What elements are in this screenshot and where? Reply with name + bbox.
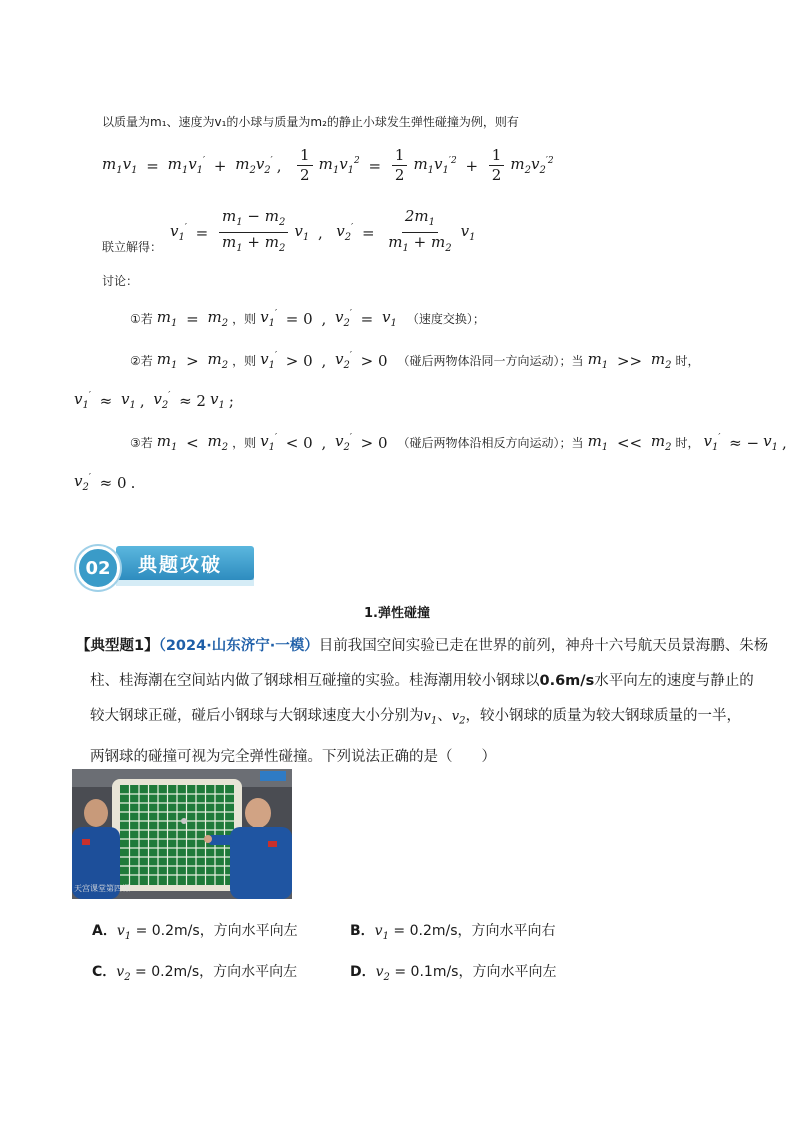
option-d[interactable]: D．$v_2 = 0.1m/s$，方向水平向左 [350, 964, 557, 983]
space-station-scene [72, 769, 292, 899]
intro-line: 以质量为m₁、速度为v₁的小球与质量为m₂的静止小球发生弹性碰撞为例，则有 [102, 115, 519, 129]
problem-paragraph: 【典型题1】（2024·山东济宁·一模）目前我国空间实验已走在世界的前列，神舟十六号航天员景海鹏、朱杨 柱、桂海潮在空间站内做了钢球相互碰撞的实验。桂海潮用较小钢球以0.6m/s水平向左的速度与静止的 较大钢球正碰，碰后小钢球与大钢球速度大小分别为$v_1$、$v_2$，较小钢球的质量为较大钢球质量的一半， 两钢球的碰撞可视为完全弹性碰撞。下列说法正确的是（ ） [76, 638, 769, 765]
experiment-photo [72, 769, 292, 899]
option-a[interactable]: A．$v_1 = 0.2m/s$，方向水平向左 [92, 923, 298, 942]
case-2-cont: $v_1'$ ≈ $v_1$ , $v_2'$ ≈ 2 $v_1$ ; [74, 390, 234, 411]
equation-momentum-energy: $m_1v_1$ = $m_1v_1'$ + $m_2v_2'$ , $\frac{1}{2}$ $m_1v_1^2$ = $\frac{1}{2}$ $m_1v_1^{'2}$ + $\frac{1}{2}$ $m_2v_2^{'2}$ [102, 146, 554, 184]
problem-source: （2024·山东济宁·一模） [158, 638, 319, 654]
subsection-title: 1.弹性碰撞 [364, 606, 430, 621]
case-1: ①若 $m_1$ = $m_2$ ，则 $v_1'$ = 0 , $v_2'$ = $v_1$ （速度交换）； [130, 308, 485, 329]
section-title: 典题攻破 [116, 546, 254, 580]
problem-label: 【典型题1】 [76, 638, 159, 654]
option-c[interactable]: C．$v_2 = 0.2m/s$，方向水平向左 [92, 964, 298, 983]
case-3: ③若 $m_1$ < $m_2$ ，则 $v_1'$ < 0 , $v_2'$ > 0 （碰后两物体沿相反方向运动）；当 $m_1$ << $m_2$ 时， $v_1'$ ≈ − $v_1$ , [130, 432, 787, 453]
photo-caption: 天宫课堂第四课 [74, 884, 130, 893]
case-3-cont: $v_2'$ ≈ 0 . [74, 472, 136, 493]
steel-ball-icon [181, 818, 187, 824]
section-underline [116, 580, 254, 586]
case-2: ②若 $m_1$ > $m_2$ ，则 $v_1'$ > 0 , $v_2'$ > 0 （碰后两物体沿同一方向运动）；当 $m_1$ >> $m_2$ 时， [130, 350, 700, 371]
joint-solve-label: 联立解得： [102, 240, 163, 254]
tv-logo [260, 771, 286, 781]
option-b[interactable]: B．$v_1 = 0.2m/s$，方向水平向右 [350, 923, 556, 942]
equation-solution: $v_1'$ = $\frac{m_1 - m_2}{m_1 + m_2}$ $v_1$ , $v_2'$ = $\frac{2m_1}{m_1 + m_2}$ $v_1$ [170, 207, 476, 254]
discussion-label: 讨论： [102, 274, 139, 288]
section-number-badge: 02 [76, 546, 120, 590]
section-header [116, 546, 254, 586]
